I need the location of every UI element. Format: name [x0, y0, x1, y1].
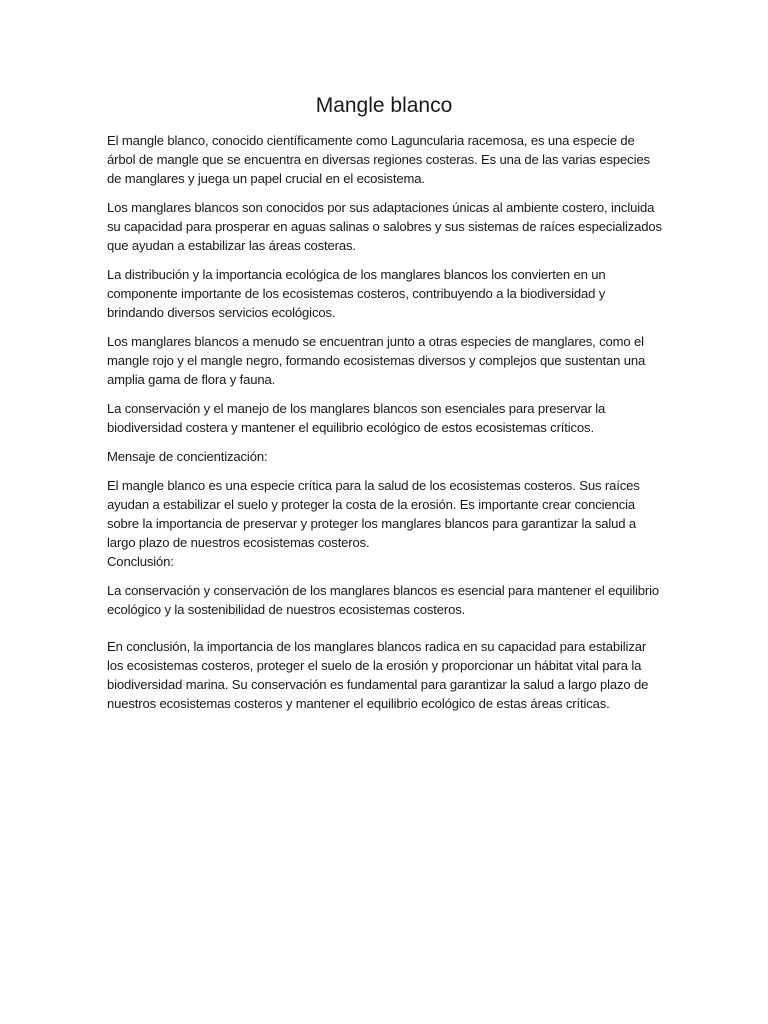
- paragraph-associated-species: Los manglares blancos a menudo se encuentran junto a otras especies de manglares, como el mangle rojo y el mangle negro, formando ecosistemas diversos y complejos que sustentan una amplia gama de flora y fauna.: [107, 334, 646, 387]
- paragraph-conclusion: En conclusión, la importancia de los manglares blancos radica en su capacidad para estabilizar los ecosistemas costeros, proteger el suelo de la erosión y proporcionar un hábitat vital para la biodiversidad marina. Su conservación es fundamental para garantizar la salud a largo plazo de nuestros ecosistemas costeros y mantener el equilibrio ecológico de estas áreas críticas.: [107, 639, 649, 711]
- awareness-heading: Mensaje de concientización:: [107, 449, 268, 464]
- paragraph-distribution: La distribución y la importancia ecológica de los manglares blancos los convierten en un componente importante de los ecosistemas costeros, contribuyendo a la biodiversidad y brindando diversos servicios ecológicos.: [107, 267, 606, 320]
- document-body: [107, 131, 663, 713]
- document-title: Mangle blanco: [315, 94, 453, 117]
- paragraph-adaptations: Los manglares blancos son conocidos por sus adaptaciones únicas al ambiente costero, incluida su capacidad para prosperar en aguas salinas o salobres y sus sistemas de raíces especializados que ayudan a estabilizar las áreas costeras.: [107, 200, 662, 253]
- paragraph-conservation-summary: La conservación y conservación de los manglares blancos es esencial para mantener el equilibrio ecológico y la sostenibilidad de nuestros ecosistemas costeros.: [107, 583, 660, 617]
- paragraph-awareness: El mangle blanco es una especie crítica para la salud de los ecosistemas costeros. Sus raíces ayudan a estabilizar el suelo y proteger la costa de la erosión. Es importante crear conciencia sobre la importancia de preservar y proteger los manglares blancos para garantizar la salud a largo plazo de nuestros ecosistemas costeros.: [107, 478, 640, 550]
- paragraph-intro: El mangle blanco, conocido científicamente como Laguncularia racemosa, es una especie de árbol de mangle que se encuentra en diversas regiones costeras. Es una de las varias especies de manglares y juega un papel crucial en el ecosistema.: [107, 133, 650, 186]
- conclusion-heading: Conclusión:: [107, 554, 174, 569]
- paragraph-conservation: La conservación y el manejo de los manglares blancos son esenciales para preservar la biodiversidad costera y mantener el equilibrio ecológico de estos ecosistemas críticos.: [107, 401, 606, 435]
